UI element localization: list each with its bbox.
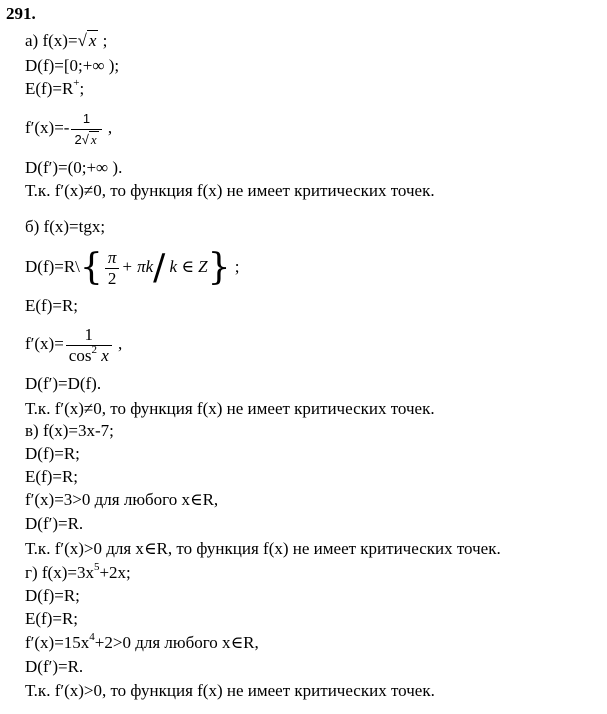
part-g-derivative: $f'(x)=15x^4+2>0$ для любого x∈R, [25, 631, 259, 652]
part-v-function: в) f(x)=3x-7; [25, 421, 114, 440]
infinity-icon: ∞ [92, 56, 105, 75]
part-b-domain: D(f)=R\{ $\frac{\pi}{2}$ + πk/ k ∈ Z} ; [25, 247, 240, 289]
part-g-domain: D(f)=R; [25, 586, 80, 605]
part-b-conclusion: Т.к. f′(x)≠0, то функция f(x) не имеет критических точек. [25, 399, 435, 418]
infinity-icon: ∞ [96, 158, 109, 177]
not-equal-icon: ≠ [83, 181, 94, 200]
part-a-function: а) f(x)=√ x ; [25, 31, 108, 50]
element-of-icon: ∈ [189, 490, 203, 509]
fraction: $\frac{1}{\cos^2 x}$ [66, 326, 112, 365]
part-v-derivative-domain: D(f′)=R. [25, 514, 84, 533]
not-equal-icon: ≠ [83, 399, 94, 418]
fraction: $\frac{\pi}{2}$ [105, 249, 120, 288]
element-of-icon: ∈ [230, 633, 244, 652]
part-v-domain: D(f)=R; [25, 444, 80, 463]
part-v-conclusion: Т.к. f′(x)>0 для x∈R, то функция f(x) не имеет критических точек. [25, 539, 501, 558]
part-b-range: E(f)=R; [25, 296, 79, 315]
part-v-derivative: f′(x)=3>0 для любого x∈R, [25, 490, 219, 509]
part-g-range: E(f)=R; [25, 609, 79, 628]
part-v-range: E(f)=R; [25, 467, 79, 486]
part-g-derivative-domain: D(f′)=R. [25, 657, 84, 676]
fraction: $\frac{1}{2√ x}$ [71, 110, 101, 149]
part-a-derivative-domain: D(f′)=(0;+∞ ). [25, 158, 123, 177]
part-b-function: б) f(x)=tgx; [25, 217, 106, 236]
part-b-derivative-domain: D(f′)=D(f). [25, 374, 102, 393]
part-g-conclusion: Т.к. f′(x)>0, то функция f(x) не имеет критических точек. [25, 681, 435, 700]
part-a-range: E(f)=R+; [25, 77, 85, 98]
part-g-function: г) $f(x)=3x^5+2x$; [25, 561, 131, 582]
part-b-derivative: f′(x)= $\frac{1}{\cos^2 x}$ , [25, 324, 123, 365]
element-of-icon: ∈ [143, 539, 157, 558]
problem-number: 291. [6, 4, 36, 23]
part-a-derivative: f′(x)=- $\frac{1}{2√ x}$ , [25, 110, 113, 147]
sqrt-icon: √ [77, 31, 87, 50]
part-a-conclusion: Т.к. f′(x)≠0, то функция f(x) не имеет критических точек. [25, 181, 435, 200]
part-a-domain: D(f)=[0;+∞ ); [25, 56, 120, 75]
